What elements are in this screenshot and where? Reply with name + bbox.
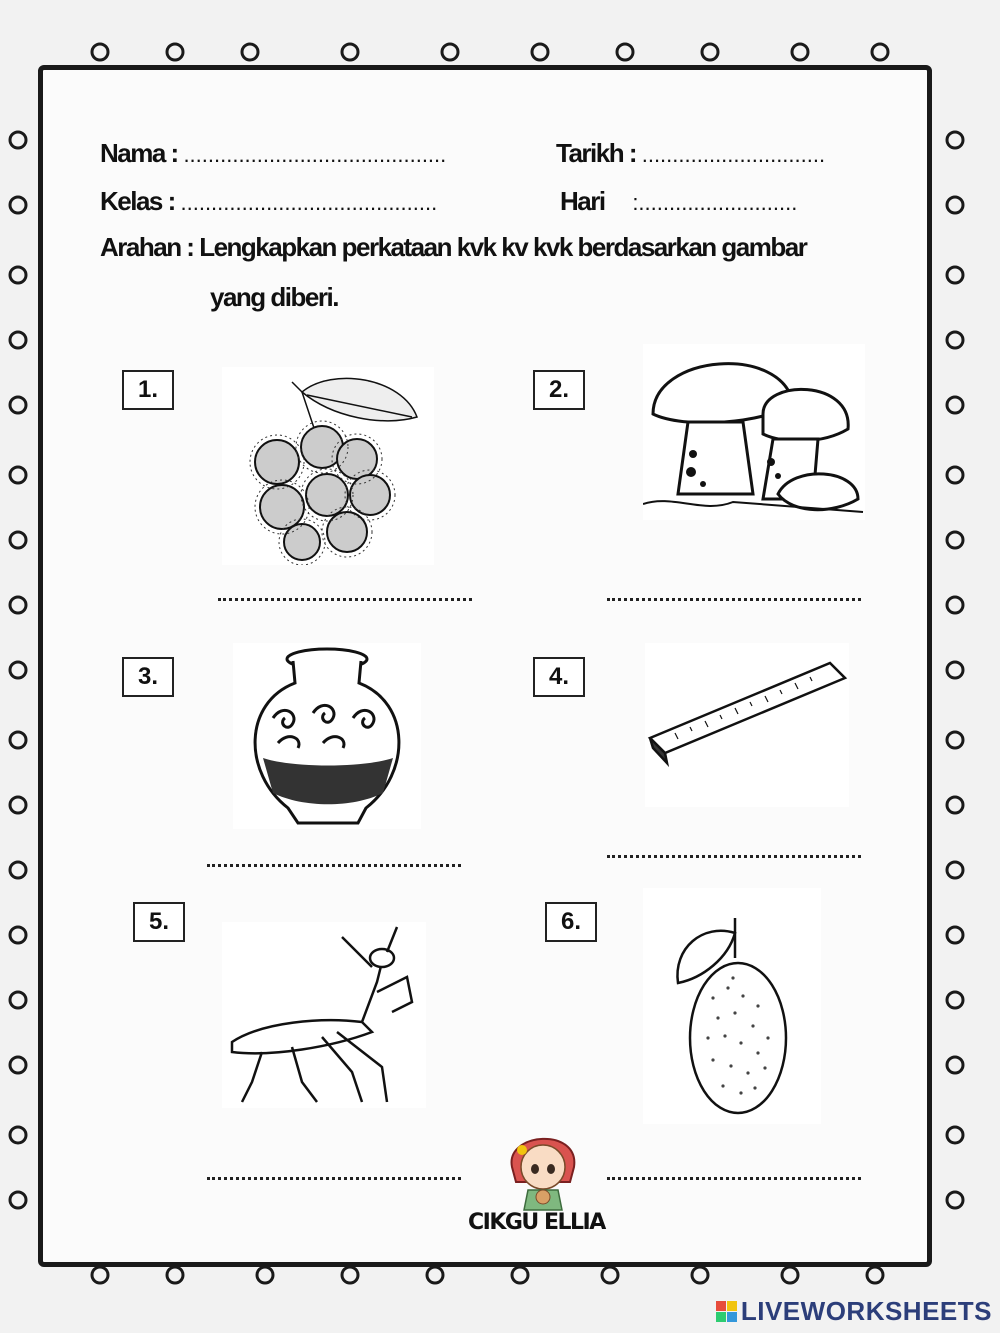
hari-label: Hari <box>560 186 605 216</box>
fruit-icon <box>643 888 821 1124</box>
brand-text: LIVEWORKSHEETS <box>740 1296 992 1326</box>
vase-icon <box>233 643 421 829</box>
arahan-text: Lengkapkan perkataan kvk kv kvk berdasarkan gambar <box>199 232 807 262</box>
liveworksheets-logo[interactable] <box>716 1296 992 1327</box>
nama-dots[interactable]: ........................................... <box>183 142 447 167</box>
answer-line-3[interactable] <box>207 864 461 867</box>
arahan-label: Arahan : <box>100 232 194 262</box>
tarikh-label: Tarikh : <box>556 138 636 168</box>
kelas-label: Kelas : <box>100 186 175 216</box>
ruler-icon <box>645 643 849 807</box>
item-number-6: 6. <box>545 902 597 942</box>
item-number-2: 2. <box>533 370 585 410</box>
hari-dots[interactable]: :.......................... <box>632 190 798 215</box>
nama-label: Nama : <box>100 138 178 168</box>
answer-line-6[interactable] <box>607 1177 861 1180</box>
rambutan-icon <box>222 367 434 565</box>
arahan-field <box>100 232 806 263</box>
mantis-icon <box>222 922 426 1108</box>
kelas-field <box>100 186 437 217</box>
teacher-avatar <box>500 1122 586 1212</box>
item-number-1: 1. <box>122 370 174 410</box>
kelas-dots[interactable]: .......................................... <box>180 190 438 215</box>
item-number-5: 5. <box>133 902 185 942</box>
item-number-3: 3. <box>122 657 174 697</box>
answer-line-1[interactable] <box>218 598 472 601</box>
tarikh-field <box>556 138 825 169</box>
hari-field <box>560 186 797 217</box>
mushroom-icon <box>643 344 865 520</box>
tarikh-dots[interactable]: .............................. <box>641 142 826 167</box>
answer-line-4[interactable] <box>607 855 861 858</box>
teacher-name: CIKGU ELLIA <box>468 1210 605 1235</box>
arahan-text-line2: yang diberi. <box>210 282 338 312</box>
answer-line-2[interactable] <box>607 598 861 601</box>
nama-field <box>100 138 446 169</box>
liveworksheets-icon <box>716 1301 737 1322</box>
answer-line-5[interactable] <box>207 1177 461 1180</box>
item-number-4: 4. <box>533 657 585 697</box>
